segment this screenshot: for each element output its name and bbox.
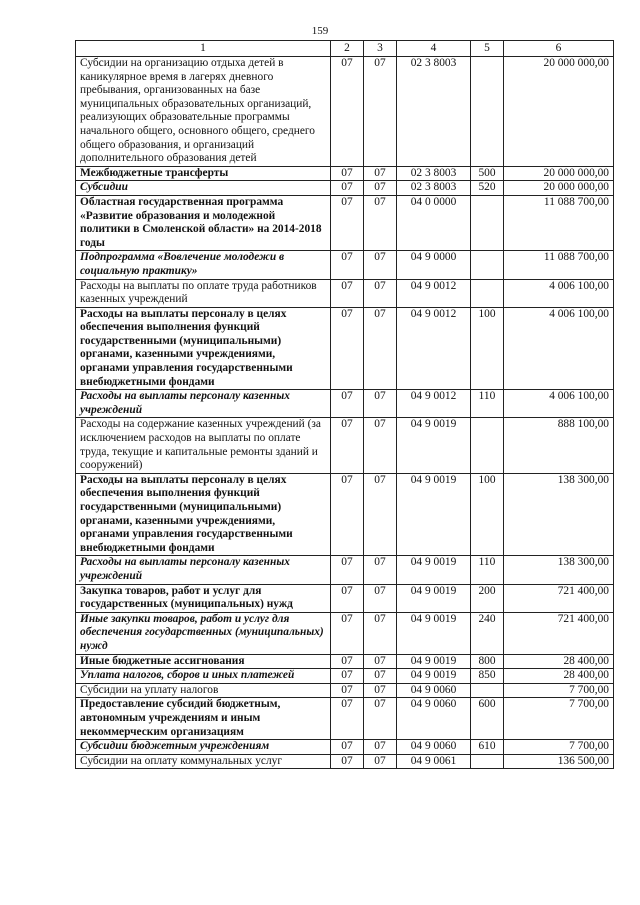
page-number: 159: [311, 25, 329, 37]
cell-section: 07: [331, 181, 364, 196]
cell-subsection: 07: [364, 584, 397, 612]
cell-section: 07: [331, 251, 364, 279]
table-row: [76, 754, 614, 769]
cell-amount: 7 700,00: [504, 698, 614, 740]
cell-name: Субсидии на уплату налогов: [76, 683, 331, 698]
cell-target-code: 02 3 8003: [397, 181, 471, 196]
cell-amount: 7 700,00: [504, 740, 614, 755]
cell-section: 07: [331, 418, 364, 473]
cell-target-code: 04 9 0019: [397, 654, 471, 669]
cell-expense-type: 240: [471, 612, 504, 654]
cell-name: Закупка товаров, работ и услуг для государственных (муниципальных) нужд: [76, 584, 331, 612]
cell-target-code: 04 9 0061: [397, 754, 471, 769]
table-row: [76, 390, 614, 418]
cell-amount: 138 300,00: [504, 473, 614, 556]
header-col-4: 4: [397, 41, 471, 57]
cell-section: 07: [331, 740, 364, 755]
cell-name: Расходы на выплаты персоналу в целях обеспечения выполнения функций государственными (муниципальными) органами, казенными учреждениями, органами управления государственными внебюджетными фондами: [76, 307, 331, 390]
cell-amount: 20 000 000,00: [504, 166, 614, 181]
cell-target-code: 04 9 0000: [397, 251, 471, 279]
cell-amount: 11 088 700,00: [504, 195, 614, 250]
table-row: [76, 279, 614, 307]
cell-expense-type: [471, 195, 504, 250]
cell-expense-type: [471, 57, 504, 167]
cell-expense-type: 850: [471, 669, 504, 684]
cell-section: 07: [331, 166, 364, 181]
table-row: [76, 418, 614, 473]
header-col-6: 6: [504, 41, 614, 57]
cell-section: 07: [331, 556, 364, 584]
table-row: [76, 473, 614, 556]
cell-amount: 4 006 100,00: [504, 279, 614, 307]
cell-subsection: 07: [364, 251, 397, 279]
cell-target-code: 04 9 0019: [397, 418, 471, 473]
header-col-5: 5: [471, 41, 504, 57]
table-header: [76, 41, 614, 57]
header-row: [76, 41, 614, 57]
cell-name: Расходы на выплаты персоналу казенных учреждений: [76, 556, 331, 584]
cell-subsection: 07: [364, 181, 397, 196]
cell-section: 07: [331, 612, 364, 654]
cell-name: Субсидии на организацию отдыха детей в каникулярное время в лагерях дневного пребывания, организованных на базе муниципальных образовательных организаций, реализующих образовательные программы начального общего, основного общего, среднего общего образования, и организаций дополнительного образования детей: [76, 57, 331, 167]
cell-expense-type: 110: [471, 390, 504, 418]
cell-target-code: 04 9 0012: [397, 390, 471, 418]
cell-name: Расходы на выплаты по оплате труда работников казенных учреждений: [76, 279, 331, 307]
cell-name: Иные бюджетные ассигнования: [76, 654, 331, 669]
cell-target-code: 04 9 0019: [397, 612, 471, 654]
cell-subsection: 07: [364, 556, 397, 584]
cell-subsection: 07: [364, 195, 397, 250]
cell-subsection: 07: [364, 57, 397, 167]
table-row: [76, 669, 614, 684]
cell-subsection: 07: [364, 473, 397, 556]
cell-expense-type: 800: [471, 654, 504, 669]
cell-subsection: 07: [364, 418, 397, 473]
cell-section: 07: [331, 57, 364, 167]
cell-section: 07: [331, 307, 364, 390]
cell-amount: 136 500,00: [504, 754, 614, 769]
table-row: [76, 556, 614, 584]
budget-table: [75, 40, 614, 769]
table-row: [76, 698, 614, 740]
table-row: [76, 251, 614, 279]
cell-expense-type: [471, 683, 504, 698]
cell-subsection: 07: [364, 669, 397, 684]
cell-expense-type: [471, 251, 504, 279]
cell-amount: 20 000 000,00: [504, 181, 614, 196]
table-row: [76, 612, 614, 654]
cell-subsection: 07: [364, 683, 397, 698]
table-row: [76, 166, 614, 181]
cell-name: Расходы на содержание казенных учреждений (за исключением расходов на выплаты по оплате труда, текущие и капитальные ремонты зданий и сооружений): [76, 418, 331, 473]
cell-subsection: 07: [364, 390, 397, 418]
cell-subsection: 07: [364, 166, 397, 181]
cell-name: Субсидии на оплату коммунальных услуг: [76, 754, 331, 769]
cell-target-code: 04 9 0019: [397, 669, 471, 684]
cell-amount: 721 400,00: [504, 584, 614, 612]
cell-amount: 28 400,00: [504, 654, 614, 669]
cell-subsection: 07: [364, 754, 397, 769]
cell-target-code: 04 9 0019: [397, 584, 471, 612]
cell-name: Иные закупки товаров, работ и услуг для обеспечения государственных (муниципальных) нужд: [76, 612, 331, 654]
cell-name: Областная государственная программа «Развитие образования и молодежной политики в Смоленской области» на 2014-2018 годы: [76, 195, 331, 250]
cell-target-code: 02 3 8003: [397, 166, 471, 181]
cell-target-code: 04 9 0060: [397, 698, 471, 740]
cell-expense-type: [471, 418, 504, 473]
cell-name: Уплата налогов, сборов и иных платежей: [76, 669, 331, 684]
cell-name: Субсидии бюджетным учреждениям: [76, 740, 331, 755]
cell-section: 07: [331, 698, 364, 740]
cell-expense-type: 600: [471, 698, 504, 740]
table-body: [76, 57, 614, 769]
cell-section: 07: [331, 754, 364, 769]
header-col-1: 1: [76, 41, 331, 57]
cell-target-code: 04 9 0012: [397, 307, 471, 390]
cell-subsection: 07: [364, 307, 397, 390]
cell-name: Субсидии: [76, 181, 331, 196]
cell-expense-type: 200: [471, 584, 504, 612]
cell-target-code: 04 0 0000: [397, 195, 471, 250]
cell-amount: 20 000 000,00: [504, 57, 614, 167]
table-row: [76, 181, 614, 196]
cell-expense-type: [471, 754, 504, 769]
cell-expense-type: 610: [471, 740, 504, 755]
cell-subsection: 07: [364, 698, 397, 740]
cell-section: 07: [331, 279, 364, 307]
table-row: [76, 195, 614, 250]
cell-expense-type: 100: [471, 307, 504, 390]
cell-subsection: 07: [364, 654, 397, 669]
cell-subsection: 07: [364, 612, 397, 654]
header-col-2: 2: [331, 41, 364, 57]
cell-subsection: 07: [364, 279, 397, 307]
cell-section: 07: [331, 584, 364, 612]
cell-target-code: 04 9 0019: [397, 556, 471, 584]
cell-amount: 28 400,00: [504, 669, 614, 684]
cell-target-code: 04 9 0019: [397, 473, 471, 556]
cell-target-code: 04 9 0012: [397, 279, 471, 307]
table-row: [76, 307, 614, 390]
cell-amount: 4 006 100,00: [504, 390, 614, 418]
header-col-3: 3: [364, 41, 397, 57]
cell-section: 07: [331, 473, 364, 556]
cell-name: Подпрограмма «Вовлечение молодежи в социальную практику»: [76, 251, 331, 279]
table-row: [76, 683, 614, 698]
cell-expense-type: 520: [471, 181, 504, 196]
cell-expense-type: 110: [471, 556, 504, 584]
table-row: [76, 584, 614, 612]
cell-subsection: 07: [364, 740, 397, 755]
cell-name: Межбюджетные трансферты: [76, 166, 331, 181]
cell-target-code: 04 9 0060: [397, 683, 471, 698]
cell-section: 07: [331, 654, 364, 669]
table-row: [76, 654, 614, 669]
cell-expense-type: 500: [471, 166, 504, 181]
cell-target-code: 02 3 8003: [397, 57, 471, 167]
cell-section: 07: [331, 390, 364, 418]
cell-amount: 7 700,00: [504, 683, 614, 698]
table-row: [76, 740, 614, 755]
cell-expense-type: 100: [471, 473, 504, 556]
cell-name: Расходы на выплаты персоналу казенных учреждений: [76, 390, 331, 418]
cell-name: Предоставление субсидий бюджетным, автономным учреждениям и иным некоммерческим организациям: [76, 698, 331, 740]
cell-name: Расходы на выплаты персоналу в целях обеспечения выполнения функций государственными (муниципальными) органами, казенными учреждениями, органами управления государственными внебюджетными фондами: [76, 473, 331, 556]
cell-section: 07: [331, 669, 364, 684]
cell-target-code: 04 9 0060: [397, 740, 471, 755]
cell-amount: 888 100,00: [504, 418, 614, 473]
cell-section: 07: [331, 683, 364, 698]
cell-expense-type: [471, 279, 504, 307]
table-row: [76, 57, 614, 167]
cell-amount: 4 006 100,00: [504, 307, 614, 390]
cell-amount: 138 300,00: [504, 556, 614, 584]
cell-amount: 11 088 700,00: [504, 251, 614, 279]
cell-section: 07: [331, 195, 364, 250]
cell-amount: 721 400,00: [504, 612, 614, 654]
